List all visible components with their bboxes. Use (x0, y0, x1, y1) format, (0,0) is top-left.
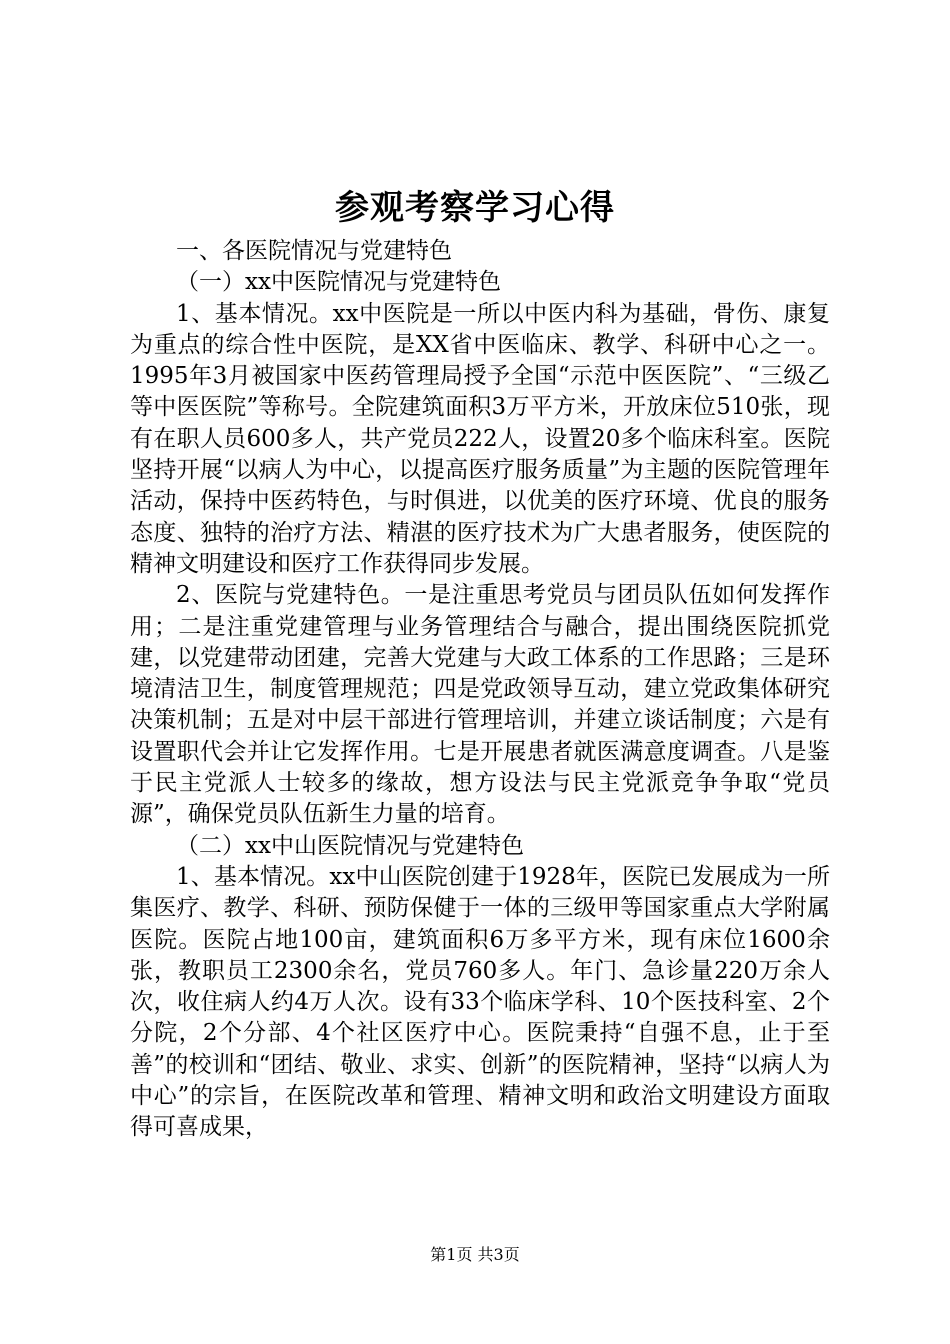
document-title: 参观考察学习心得 (335, 188, 615, 228)
section-1-heading: （一）xx中医院情况与党建特色 (176, 269, 501, 296)
section-2-heading: （二）xx中山医院情况与党建特色 (176, 832, 524, 859)
page-footer: 第1页 共3页 (430, 1245, 520, 1264)
document-body (130, 236, 830, 1144)
section-2-paragraph-1: 1、基本情况。xx中山医院创建于1928年，医院已发展成为一所集医疗、教学、科研、预防保健于一体的三级甲等国家重点大学附属医院。医院占地100亩，建筑面积6万多平方米，现有床位1600余张，教职员工2300余名，党员760多人。年门、急诊量220万余人次，收住病人约4万人次。设有33个临床学科、10个医技科室、2个分院，2个分部、4个社区医疗中心。医院秉持“自强不息，止于至善”的校训和“团结、敬业、求实、创新”的医院精神，坚持“以病人为中心”的宗旨，在医院改革和管理、精神文明和政治文明建设方面取得可喜成果， (130, 863, 830, 1141)
heading-level-1: 一、各医院情况与党建特色 (176, 238, 452, 264)
section-1-paragraph-2: 2、医院与党建特色。一是注重思考党员与团员队伍如何发挥作用；二是注重党建管理与业务管理结合与融合，提出围绕医院抓党建，以党建带动团建，完善大党建与大政工体系的工作思路；三是环境清洁卫生，制度管理规范；四是党政领导互动，建立党政集体研究决策机制；五是对中层干部进行管理培训，并建立谈话制度；六是有设置职代会并让它发挥作用。七是开展患者就医满意度调查。八是鉴于民主党派人士较多的缘故，想方设法与民主党派竞争争取“党员源”，确保党员队伍新生力量的培育。 (130, 582, 830, 828)
section-1-paragraph-1: 1、基本情况。xx中医院是一所以中医内科为基础，骨伤、康复为重点的综合性中医院，是XX省中医临床、教学、科研中心之一。1995年3月被国家中医药管理局授予全国“示范中医医院”、“三级乙等中医医院”等称号。全院建筑面积3万平方米，开放床位510张，现有在职人员600多人，共产党员222人，设置20多个临床科室。医院坚持开展“以病人为中心，以提高医疗服务质量”为主题的医院管理年活动，保持中医药特色，与时俱进，以优美的医疗环境、优良的服务态度、独特的治疗方法、精湛的医疗技术为广大患者服务，使医院的精神文明建设和医疗工作获得同步发展。 (130, 300, 830, 577)
